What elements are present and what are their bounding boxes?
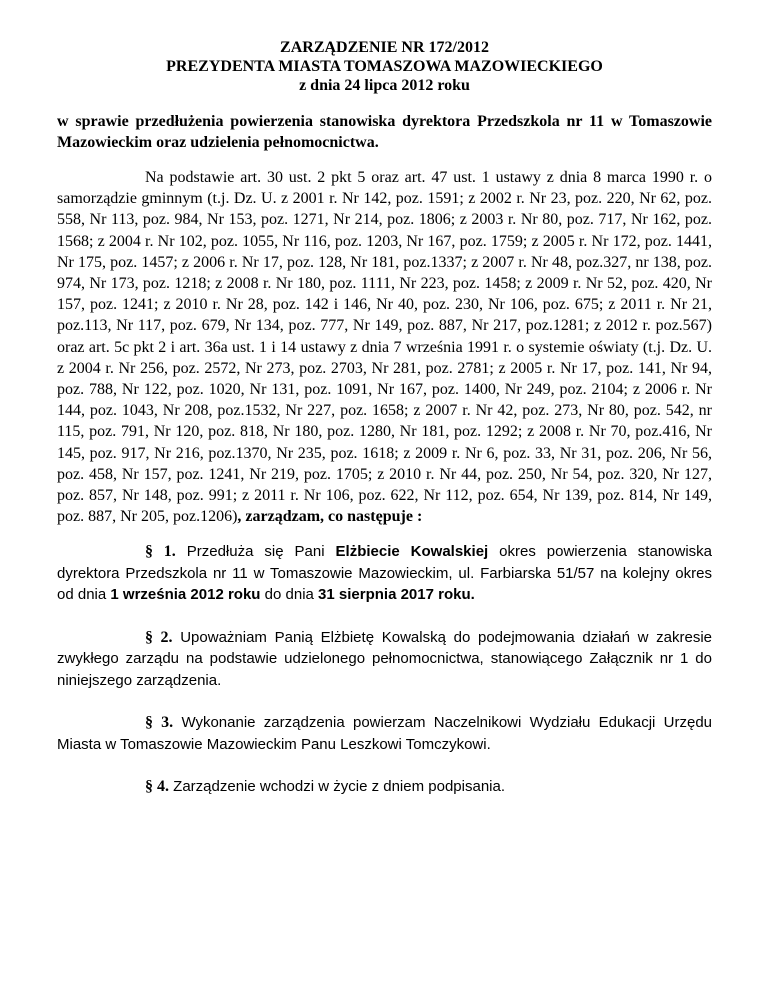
section-4-text: Zarządzenie wchodzi w życie z dniem podpisania. bbox=[169, 778, 505, 796]
document-header bbox=[57, 38, 712, 95]
section-1-text-c: do dnia bbox=[260, 586, 319, 604]
section-1 bbox=[57, 541, 712, 606]
document-subject: w sprawie przedłużenia powierzenia stanowiska dyrektora Przedszkola nr 11 w Tomaszowie Mazowieckim oraz udzielenia pełnomocnictwa. bbox=[57, 113, 712, 151]
legal-basis-text: Na podstawie art. 30 ust. 2 pkt 5 oraz art. 47 ust. 1 ustawy z dnia 8 marca 1990 r. o samorządzie gminnym (t.j. Dz. U. z 2001 r. Nr 142, poz. 1591; z 2002 r. Nr 23, poz. 220, Nr 62, poz. 558, Nr 113, poz. 984, Nr 153, poz. 1271, Nr 214, poz. 1806; z 2003 r. Nr 80, poz. 717, Nr 162, poz. 1568; z 2004 r. Nr 102, poz. 1055, Nr 116, poz. 1203, Nr 167, poz. 1759; z 2005 r. Nr 172, poz. 1441, Nr 175, poz. 1457; z 2006 r. Nr 17, poz. 128, Nr 181, poz.1337; z 2007 r. Nr 48, poz.327, nr 138, poz. 974, Nr 173, poz. 1218; z 2008 r. Nr 180, poz. 1111, Nr 223, poz. 1458; z 2009 r. Nr 52, poz. 420, Nr 157, poz. 1241; z 2010 r. Nr 28, poz. 142 i 146, Nr 40, poz. 230, Nr 106, poz. 675; z 2011 r. Nr 21, poz.113, Nr 117, poz. 679, Nr 134, poz. 777, Nr 149, poz. 887, Nr 217, poz.1281; z 2012 r. poz.567) oraz art. 5c pkt 2 i art. 36a ust. 1 i 14 ustawy z dnia 7 września 1991 r. o systemie oświaty (t.j. Dz. U. z 2004 r. Nr 256, poz. 2572, Nr 273, poz. 2703, Nr 281, poz. 2781; z 2005 r. Nr 17, poz. 141, Nr 94, poz. 788, Nr 122, poz. 1020, Nr 131, poz. 1091, Nr 167, poz. 1400, Nr 249, poz. 2104; z 2006 r. Nr 144, poz. 1043, Nr 208, poz.1532, Nr 227, poz. 1658; z 2007 r. Nr 42, poz. 273, Nr 80, poz. 542, nr 115, poz. 791, Nr 120, poz. 818, Nr 180, poz. 1280, Nr 181, poz. 1292; z 2008 r. Nr 70, poz.416, Nr 145, poz. 917, Nr 216, poz.1370, Nr 235, poz. 1618; z 2009 r. Nr 6, poz. 33, Nr 31, poz. 206, Nr 56, poz. 458, Nr 157, poz. 1241, Nr 219, poz. 1705; z 2010 r. Nr 44, poz. 250, Nr 54, poz. 320, Nr 127, poz. 857, Nr 148, poz. 991; z 2011 r. Nr 106, poz. 622, Nr 112, poz. 654, Nr 139, poz. 814, Nr 149, poz. 887, Nr 205, poz.1206) bbox=[57, 169, 712, 526]
document-page bbox=[57, 38, 712, 798]
section-2-text: Upoważniam Panią Elżbietę Kowalską do podejmowania działań w zakresie zwykłego zarządu na podstawie udzielonego pełnomocnictwa, stanowiącego Załącznik nr 1 do niniejszego zarządzenia. bbox=[57, 628, 713, 689]
section-1-start-date: 1 września 2012 roku bbox=[110, 586, 261, 604]
section-4-label: § 4. bbox=[145, 778, 169, 796]
section-2-label: § 2. bbox=[145, 628, 173, 646]
section-1-text-b: okres powierzenia stanowiska dyrektora Przedszkola nr 11 w Tomaszowie Mazowieckim, ul. Farbiarska 51/57 na kolejny okres od dnia bbox=[57, 543, 712, 604]
section-2 bbox=[57, 627, 712, 692]
header-title: ZARZĄDZENIE NR 172/2012 bbox=[280, 39, 489, 56]
section-1-label: § 1. bbox=[145, 543, 176, 561]
section-3-text: Wykonanie zarządzenia powierzam Naczelnikowi Wydziału Edukacji Urzędu Miasta w Tomaszowie Mazowieckim Panu Leszkowi Tomczykowi. bbox=[57, 714, 713, 753]
legal-basis-paragraph bbox=[57, 167, 712, 527]
section-3-label: § 3. bbox=[145, 714, 174, 732]
header-date: z dnia 24 lipca 2012 roku bbox=[299, 77, 470, 94]
section-4 bbox=[57, 776, 712, 798]
section-1-end-date: 31 sierpnia 2017 roku. bbox=[318, 586, 475, 604]
header-issuer: PREZYDENTA MIASTA TOMASZOWA MAZOWIECKIEGO bbox=[166, 58, 603, 75]
section-1-text-a: Przedłuża się Pani bbox=[175, 543, 336, 561]
section-3 bbox=[57, 712, 712, 755]
section-1-person: Elżbiecie Kowalskiej bbox=[335, 543, 489, 561]
legal-basis-decree: , zarządzam, co następuje : bbox=[237, 508, 423, 526]
